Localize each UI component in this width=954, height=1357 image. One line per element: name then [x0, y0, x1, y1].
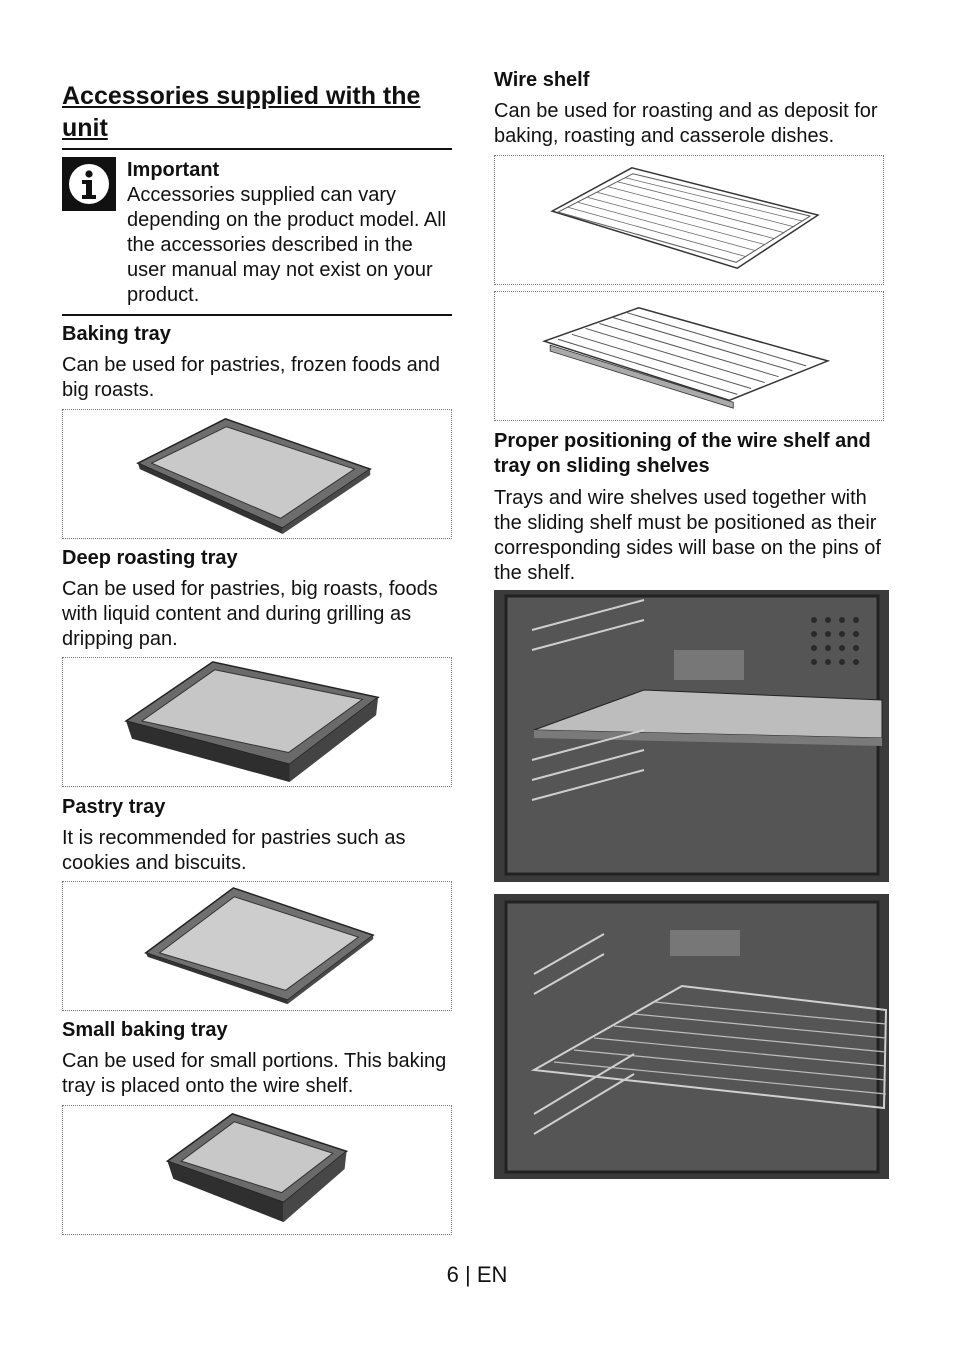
language-code: EN — [476, 1262, 508, 1287]
baking-tray-image — [62, 409, 452, 539]
pastry-tray-title: Pastry tray — [62, 796, 166, 818]
wire-shelf-alt-image — [494, 291, 884, 421]
small-baking-tray-body: Can be used for small portions. This baking tray is placed onto the wire shelf. — [62, 1050, 447, 1097]
wire-shelf-image — [494, 155, 884, 285]
deep-roasting-tray-image — [62, 657, 452, 787]
baking-tray-body: Can be used for pastries, frozen foods and big roasts. — [62, 354, 441, 401]
page-number: 6 — [446, 1262, 459, 1287]
divider — [62, 148, 452, 150]
small-baking-tray-title: Small baking tray — [62, 1019, 228, 1041]
positioning-title: Proper positioning of the wire shelf and tray on sliding shelves — [494, 430, 871, 477]
footer-separator: | — [464, 1262, 471, 1287]
oven-wire-shelf-photo — [494, 894, 889, 1179]
wire-shelf-title: Wire shelf — [494, 69, 590, 91]
pastry-tray-image — [62, 881, 452, 1011]
divider — [62, 314, 452, 316]
important-title: Important — [127, 159, 220, 181]
deep-roasting-tray-title: Deep roasting tray — [62, 547, 238, 569]
pastry-tray-body: It is recommended for pastries such as cookies and biscuits. — [62, 827, 406, 874]
positioning-body: Trays and wire shelves used together with the sliding shelf must be positioned as their corresponding sides will base on the pins of the shelf. — [494, 487, 881, 584]
info-icon — [62, 157, 116, 211]
important-body: Accessories supplied can vary depending on the product model. All the accessories described in the user manual may not exist on your product. — [127, 184, 447, 306]
deep-roasting-tray-body: Can be used for pastries, big roasts, foods with liquid content and during grilling as dripping pan. — [62, 578, 438, 650]
oven-tray-photo — [494, 590, 889, 882]
wire-shelf-body: Can be used for roasting and as deposit for baking, roasting and casserole dishes. — [494, 100, 878, 147]
page-footer — [0, 1262, 954, 1288]
small-baking-tray-image — [62, 1105, 452, 1235]
page-title: Accessories supplied with the unit — [62, 82, 421, 142]
baking-tray-title: Baking tray — [62, 323, 171, 345]
